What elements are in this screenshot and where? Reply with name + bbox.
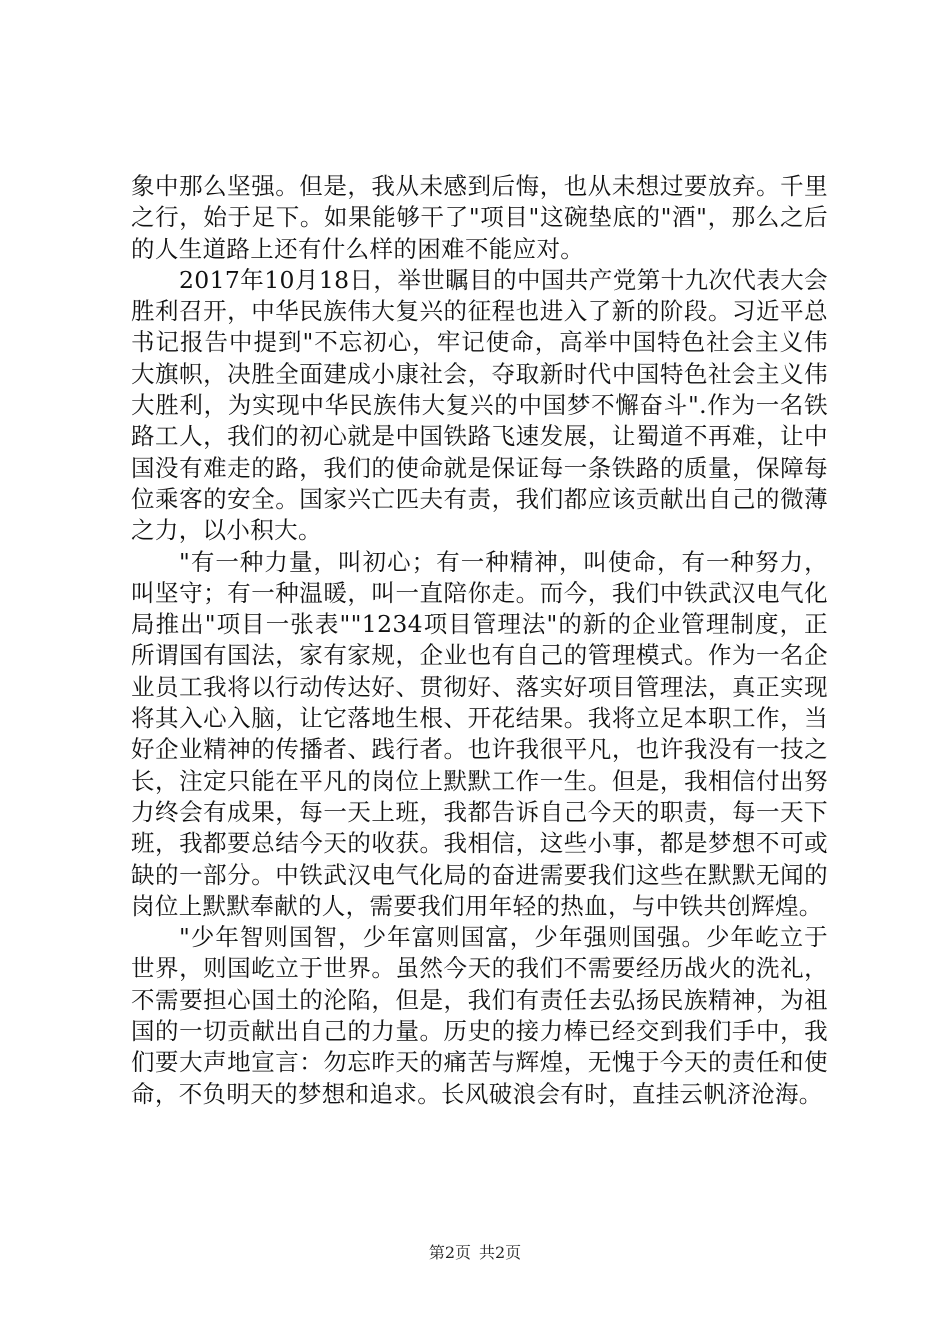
paragraph-4: "少年智则国智，少年富则国富，少年强则国强。少年屹立于世界，则国屹立于世界。虽然今天的我们不需要经历战火的洗礼，不需要担心国土的沦陷，但是，我们有责任去弘扬民族精神，为祖国的一切贡献出自己的力量。历史的接力棒已经交到我们手中，我们要大声地宣言：勿忘昨天的痛苦与辉煌，无愧于今天的责任和使命，不负明天的梦想和追求。长风破浪会有时，直挂云帆济沧海。 [131, 923, 828, 1108]
page-footer [0, 1243, 950, 1263]
document-body [131, 171, 828, 1110]
page-number-total: 共2页 [479, 1243, 522, 1262]
page-number-current: 第2页 [428, 1243, 471, 1262]
paragraph-2: 2017年10月18日，举世瞩目的中国共产党第十九次代表大会胜利召开，中华民族伟大复兴的征程也进入了新的阶段。习近平总书记报告中提到"不忘初心，牢记使命，高举中国特色社会主义伟大旗帜，决胜全面建成小康社会，夺取新时代中国特色社会主义伟大胜利，为实现中华民族伟大复兴的中国梦不懈奋斗".作为一名铁路工人，我们的初心就是中国铁路飞速发展，让蜀道不再难，让中国没有难走的路，我们的使命就是保证每一条铁路的质量，保障每位乘客的安全。国家兴亡匹夫有责，我们都应该贡献出自己的微薄之力，以小积大。 [131, 265, 828, 545]
paragraph-3: "有一种力量，叫初心；有一种精神，叫使命，有一种努力，叫坚守；有一种温暖，叫一直陪你走。而今，我们中铁武汉电气化局推出"项目一张表""1234项目管理法"的新的企业管理制度，正所谓国有国法，家有家规，企业也有自己的管理模式。作为一名企业员工我将以行动传达好、贯彻好、落实好项目管理法，真正实现将其入心入脑，让它落地生根、开花结果。我将立足本职工作，当好企业精神的传播者、践行者。也许我很平凡，也许我没有一技之长，注定只能在平凡的岗位上默默工作一生。但是，我相信付出努力终会有成果，每一天上班，我都告诉自己今天的职责，每一天下班，我都要总结今天的收获。我相信，这些小事，都是梦想不可或缺的一部分。中铁武汉电气化局的奋进需要我们这些在默默无闻的岗位上默默奉献的人，需要我们用年轻的热血，与中铁共创辉煌。 [131, 547, 828, 920]
paragraph-1: 象中那么坚强。但是，我从未感到后悔，也从未想过要放弃。千里之行，始于足下。如果能够干了"项目"这碗垫底的"酒"，那么之后的人生道路上还有什么样的困难不能应对。 [131, 172, 828, 263]
